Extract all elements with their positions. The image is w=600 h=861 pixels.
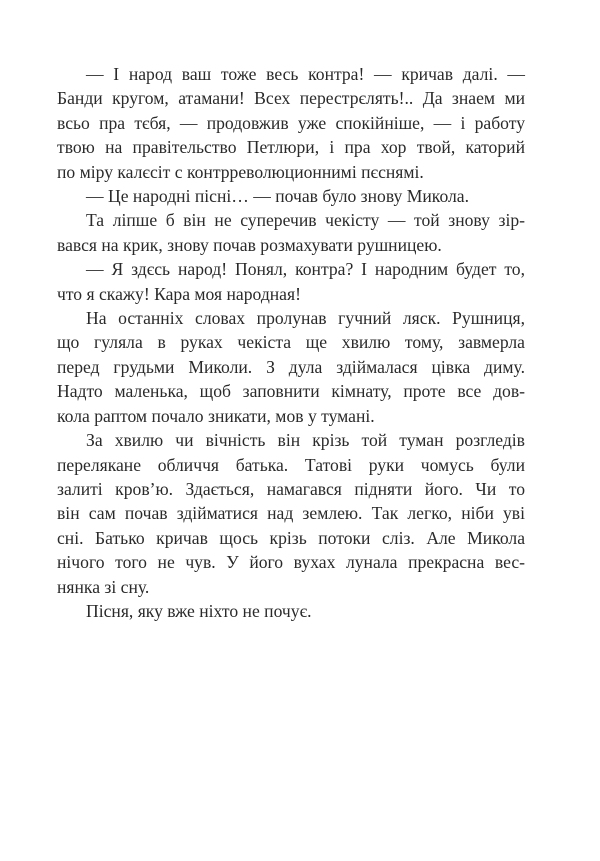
text-line: перелякане обличчя батька. Татові руки чомусь були bbox=[57, 454, 525, 475]
text-line: сні. Батько кричав щось крізь потоки сліз. Але Микола bbox=[57, 527, 525, 548]
text-line: кола раптом почало зникати, мов у тумані. bbox=[57, 405, 375, 426]
text-line: что я скажу! Кара моя народная! bbox=[57, 283, 301, 304]
text-line: перед грудьми Миколи. З дула здіймалася цівка диму. bbox=[57, 356, 525, 377]
text-line: Пісня, яку вже ніхто не почує. bbox=[86, 600, 312, 621]
paragraph-5 bbox=[57, 306, 525, 428]
text-line: твою на правітельство Петлюри, і пра хор твой, каторий bbox=[57, 137, 525, 158]
paragraph-7 bbox=[57, 599, 525, 623]
text-line: нянка зі сну. bbox=[57, 576, 150, 597]
paragraph-1 bbox=[57, 62, 525, 184]
paragraph-4 bbox=[57, 257, 525, 306]
text-line: всьо пра тєбя, — продовжив уже спокійніше, — і работу bbox=[57, 112, 525, 133]
text-line: За хвилю чи вічність він крізь той туман розгледів bbox=[86, 430, 525, 451]
paragraph-2 bbox=[57, 184, 525, 208]
text-line: Банди кругом, атамани! Всех перестрєлять!.. Да знаем ми bbox=[57, 88, 525, 109]
paragraph-3 bbox=[57, 208, 525, 257]
text-line: Надто маленька, щоб заповнити кімнату, проте все дов- bbox=[57, 381, 525, 402]
text-line: — І народ ваш тоже весь контра! — кричав далі. — bbox=[86, 64, 525, 84]
body-text bbox=[57, 62, 525, 623]
paragraph-6 bbox=[57, 428, 525, 599]
text-line: вався на крик, знову почав розмахувати рушницею. bbox=[57, 234, 442, 255]
text-line: залиті кров’ю. Здається, намагався підняти його. Чи то bbox=[57, 478, 525, 499]
text-line: що гуляла в руках чекіста ще хвилю тому, завмерла bbox=[57, 332, 525, 353]
text-line: На останніх словах пролунав гучний ляск. Рушниця, bbox=[86, 308, 525, 329]
text-line: Та ліпше б він не суперечив чекісту — той знову зір- bbox=[86, 210, 525, 231]
text-line: він сам почав здійматися над землею. Так легко, ніби уві bbox=[57, 503, 525, 524]
text-line: нічого того не чув. У його вухах лунала прекрасна вес- bbox=[57, 552, 525, 573]
text-line: — Це народні пісні… — почав було знову Микола. bbox=[86, 186, 469, 207]
text-line: — Я здєсь народ! Понял, контра? І народним будет то, bbox=[86, 259, 525, 280]
text-line: по міру калєсіт с контрреволюционнимі пєснямі. bbox=[57, 161, 424, 182]
